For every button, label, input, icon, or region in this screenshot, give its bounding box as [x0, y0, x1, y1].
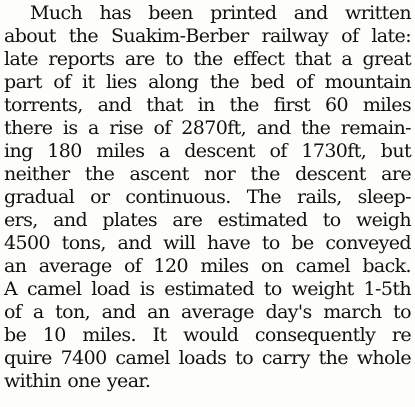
article-line-2: about the Suakim-Berber railway of late: — [4, 25, 411, 47]
article-line-12: an average of 120 miles on camel back. — [4, 255, 411, 277]
article-line-10: ers, and plates are estimated to weigh — [4, 209, 411, 231]
article-line-13: A camel load is estimated to weight 1-5th — [4, 278, 411, 300]
article-line-7: ing 180 miles a descent of 1730ft, but — [4, 140, 411, 162]
article-line-14: of a ton, and an average day's march to — [4, 301, 411, 323]
article-line-9: gradual or continuous. The rails, sleep- — [4, 186, 411, 208]
article-line-17: within one year. — [4, 370, 151, 392]
article-line-3: late reports are to the effect that a great — [4, 48, 411, 70]
article-line-15: be 10 miles. It would consequently re — [4, 324, 411, 346]
article-line-8: neither the ascent nor the descent are — [4, 163, 411, 185]
article-line-6: there is a rise of 2870ft, and the remain- — [4, 117, 411, 139]
article-line-11: 4500 tons, and will have to be conveyed — [4, 232, 411, 254]
article-line-1: Much has been printed and written — [30, 2, 411, 24]
article-line-16: quire 7400 camel loads to carry the whole — [4, 347, 411, 369]
article-line-4: part of it lies along the bed of mountain — [4, 71, 411, 93]
article-line-5: torrents, and that in the first 60 miles — [4, 94, 411, 116]
